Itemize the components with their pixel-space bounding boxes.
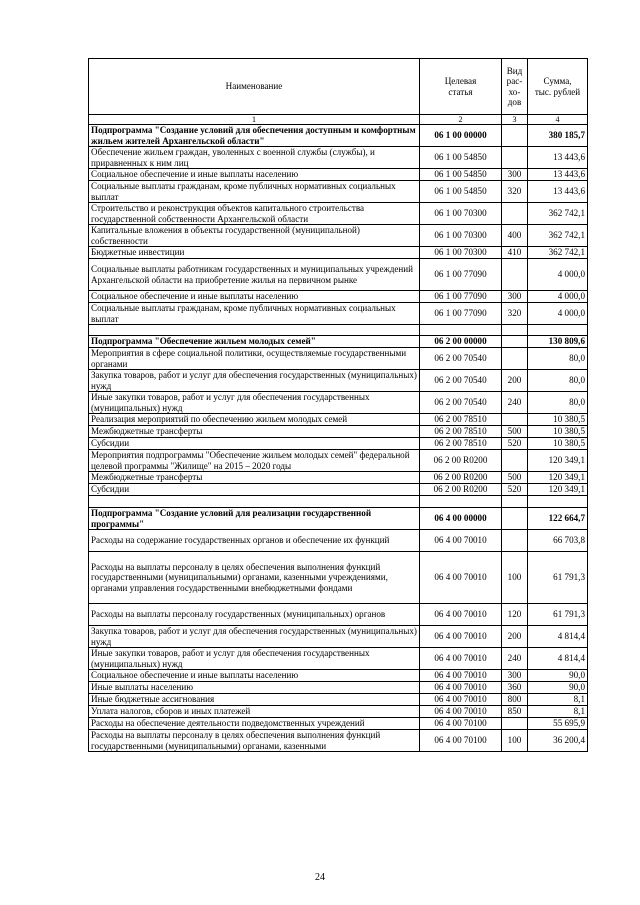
- row-target-article: 06 2 00 78510: [420, 414, 502, 426]
- table-row: [89, 225, 588, 247]
- row-target-article: 06 4 00 70010: [420, 682, 502, 694]
- row-expense-type: 520: [502, 438, 528, 450]
- table-row: [89, 626, 588, 648]
- row-expense-type: 120: [502, 604, 528, 626]
- spacer-row: [89, 325, 588, 336]
- table-row: [89, 392, 588, 414]
- row-name: Субсидии: [89, 484, 420, 496]
- row-name: Реализация мероприятий по обеспечению жильем молодых семей: [89, 414, 420, 426]
- row-target-article: 06 4 00 70010: [420, 604, 502, 626]
- row-name: Подпрограмма "Создание условий для реализации государственной программы": [89, 508, 420, 530]
- table-row: [89, 682, 588, 694]
- row-expense-type: 320: [502, 303, 528, 325]
- row-target-article: 06 1 00 77090: [420, 303, 502, 325]
- row-name: Расходы на выплаты персоналу в целях обеспечения выполнения функций государственными (муниципальными) органами, казенными учреждениями, органами управления государственными внебюджетными фондами: [89, 552, 420, 604]
- row-sum: 80,0: [528, 348, 588, 370]
- row-target-article: 06 1 00 77090: [420, 259, 502, 291]
- row-name: Социальные выплаты гражданам, кроме публичных нормативных социальных выплат: [89, 181, 420, 203]
- row-target-article: 06 1 00 77090: [420, 291, 502, 303]
- page-number: 24: [315, 872, 325, 883]
- row-name: Бюджетные инвестиции: [89, 247, 420, 259]
- table-row: [89, 348, 588, 370]
- table-row: [89, 426, 588, 438]
- table-row: [89, 648, 588, 670]
- row-expense-type: [502, 530, 528, 552]
- row-name: Капитальные вложения в объекты государственной (муниципальной) собственности: [89, 225, 420, 247]
- row-target-article: 06 2 00 78510: [420, 438, 502, 450]
- column-number-row: [89, 115, 588, 125]
- row-expense-type: 520: [502, 484, 528, 496]
- row-name: Строительство и реконструкция объектов капитального строительства государственной собственности Архангельской области: [89, 203, 420, 225]
- row-target-article: 06 2 00 R0200: [420, 484, 502, 496]
- row-name: Уплата налогов, сборов и иных платежей: [89, 706, 420, 718]
- table-row: [89, 552, 588, 604]
- row-target-article: 06 1 00 70300: [420, 247, 502, 259]
- row-name: Социальное обеспечение и иные выплаты населению: [89, 291, 420, 303]
- row-name: [89, 325, 420, 336]
- row-sum: 120 349,1: [528, 472, 588, 484]
- row-name: Закупка товаров, работ и услуг для обеспечения государственных (муниципальных) нужд: [89, 370, 420, 392]
- row-sum: 90,0: [528, 670, 588, 682]
- row-target-article: [420, 325, 502, 336]
- row-sum: 10 380,5: [528, 426, 588, 438]
- row-expense-type: [502, 325, 528, 336]
- row-name: Социальные выплаты гражданам, кроме публичных нормативных социальных выплат: [89, 303, 420, 325]
- table-row: [89, 670, 588, 682]
- row-target-article: 06 2 00 R0200: [420, 450, 502, 472]
- row-expense-type: 320: [502, 181, 528, 203]
- row-sum: 13 443,6: [528, 181, 588, 203]
- column-number: 3: [502, 115, 528, 125]
- row-target-article: 06 4 00 00000: [420, 508, 502, 530]
- row-target-article: 06 1 00 00000: [420, 125, 502, 147]
- row-name: [89, 496, 420, 508]
- row-expense-type: 300: [502, 169, 528, 181]
- row-target-article: 06 4 00 70010: [420, 648, 502, 670]
- row-name: Иные закупки товаров, работ и услуг для обеспечения государственных (муниципальных) нужд: [89, 648, 420, 670]
- table-row: [89, 291, 588, 303]
- row-name: Мероприятия подпрограммы "Обеспечение жильем молодых семей" федеральной целевой программы "Жилище" на 2015 – 2020 годы: [89, 450, 420, 472]
- table-row: [89, 718, 588, 730]
- row-sum: 362 742,1: [528, 247, 588, 259]
- column-number: 1: [89, 115, 420, 125]
- row-name: Социальные выплаты работникам государственных и муниципальных учреждений Архангельской области на приобретение жилья на первичном рынке: [89, 259, 420, 291]
- row-target-article: 06 1 00 70300: [420, 225, 502, 247]
- header-row: [89, 59, 588, 115]
- table-row: [89, 604, 588, 626]
- row-sum: [528, 325, 588, 336]
- row-name: Иные закупки товаров, работ и услуг для обеспечения государственных (муниципальных) нужд: [89, 392, 420, 414]
- row-target-article: 06 2 00 70540: [420, 370, 502, 392]
- row-sum: [528, 496, 588, 508]
- row-target-article: 06 2 00 70540: [420, 348, 502, 370]
- column-number: 2: [420, 115, 502, 125]
- row-expense-type: 300: [502, 670, 528, 682]
- row-expense-type: [502, 450, 528, 472]
- row-name: Закупка товаров, работ и услуг для обеспечения государственных (муниципальных) нужд: [89, 626, 420, 648]
- row-name: Социальное обеспечение и иные выплаты населению: [89, 670, 420, 682]
- row-expense-type: 300: [502, 291, 528, 303]
- row-sum: 13 443,6: [528, 147, 588, 169]
- row-sum: 120 349,1: [528, 450, 588, 472]
- row-name: Подпрограмма "Обеспечение жильем молодых семей": [89, 336, 420, 348]
- row-name: Мероприятия в сфере социальной политики, осуществляемые государственными органами: [89, 348, 420, 370]
- row-expense-type: 200: [502, 370, 528, 392]
- header-target-article: Целевая статья: [420, 59, 502, 115]
- row-expense-type: 410: [502, 247, 528, 259]
- spacer-row: [89, 496, 588, 508]
- row-sum: 10 380,5: [528, 438, 588, 450]
- row-expense-type: [502, 348, 528, 370]
- row-name: Межбюджетные трансферты: [89, 426, 420, 438]
- table-row: [89, 530, 588, 552]
- row-sum: 362 742,1: [528, 203, 588, 225]
- row-target-article: 06 2 00 70540: [420, 392, 502, 414]
- table-row: [89, 508, 588, 530]
- table-row: [89, 247, 588, 259]
- row-sum: 80,0: [528, 392, 588, 414]
- row-expense-type: [502, 718, 528, 730]
- row-sum: 362 742,1: [528, 225, 588, 247]
- row-name: Иные бюджетные ассигнования: [89, 694, 420, 706]
- document-page: [88, 58, 587, 752]
- row-expense-type: [502, 496, 528, 508]
- table-row: [89, 694, 588, 706]
- table-row: [89, 438, 588, 450]
- table-row: [89, 414, 588, 426]
- row-sum: 8,1: [528, 706, 588, 718]
- table-row: [89, 169, 588, 181]
- row-sum: 122 664,7: [528, 508, 588, 530]
- row-sum: 90,0: [528, 682, 588, 694]
- row-name: Расходы на содержание государственных органов и обеспечение их функций: [89, 530, 420, 552]
- row-name: Иные выплаты населению: [89, 682, 420, 694]
- row-expense-type: [502, 336, 528, 348]
- row-target-article: 06 4 00 70100: [420, 730, 502, 752]
- row-expense-type: [502, 508, 528, 530]
- row-expense-type: 400: [502, 225, 528, 247]
- row-sum: 4 000,0: [528, 259, 588, 291]
- row-sum: 8,1: [528, 694, 588, 706]
- table-row: [89, 706, 588, 718]
- table-row: [89, 125, 588, 147]
- table-row: [89, 730, 588, 752]
- row-target-article: 06 4 00 70010: [420, 694, 502, 706]
- row-expense-type: [502, 125, 528, 147]
- row-sum: 380 185,7: [528, 125, 588, 147]
- row-target-article: 06 1 00 54850: [420, 147, 502, 169]
- table-row: [89, 336, 588, 348]
- row-name: Расходы на выплаты персоналу в целях обеспечения выполнения функций государственными (муниципальными) органами, казенными: [89, 730, 420, 752]
- row-sum: 4 814,4: [528, 648, 588, 670]
- row-name: Субсидии: [89, 438, 420, 450]
- row-sum: 4 814,4: [528, 626, 588, 648]
- row-name: Подпрограмма "Создание условий для обеспечения доступным и комфортным жильем жителей Архангельской области": [89, 125, 420, 147]
- row-sum: 4 000,0: [528, 291, 588, 303]
- row-target-article: 06 1 00 54850: [420, 181, 502, 203]
- row-expense-type: [502, 414, 528, 426]
- row-expense-type: 360: [502, 682, 528, 694]
- row-sum: 4 000,0: [528, 303, 588, 325]
- table-row: [89, 203, 588, 225]
- row-sum: 61 791,3: [528, 552, 588, 604]
- row-sum: 13 443,6: [528, 169, 588, 181]
- row-sum: 36 200,4: [528, 730, 588, 752]
- row-expense-type: [502, 203, 528, 225]
- table-row: [89, 450, 588, 472]
- row-expense-type: 100: [502, 730, 528, 752]
- row-name: Межбюджетные трансферты: [89, 472, 420, 484]
- row-target-article: 06 4 00 70010: [420, 706, 502, 718]
- row-target-article: 06 2 00 00000: [420, 336, 502, 348]
- row-expense-type: 500: [502, 426, 528, 438]
- row-target-article: 06 4 00 70010: [420, 626, 502, 648]
- row-target-article: 06 4 00 70010: [420, 530, 502, 552]
- row-name: Расходы на обеспечение деятельности подведомственных учреждений: [89, 718, 420, 730]
- row-target-article: [420, 496, 502, 508]
- row-name: Обеспечение жильем граждан, уволенных с военной службы (службы), и приравненных к ним лиц: [89, 147, 420, 169]
- row-target-article: 06 4 00 70010: [420, 670, 502, 682]
- row-target-article: 06 1 00 54850: [420, 169, 502, 181]
- row-sum: 66 703,8: [528, 530, 588, 552]
- table-row: [89, 472, 588, 484]
- row-target-article: 06 2 00 R0200: [420, 472, 502, 484]
- budget-table: [88, 58, 588, 752]
- row-expense-type: 800: [502, 694, 528, 706]
- row-name: Социальное обеспечение и иные выплаты населению: [89, 169, 420, 181]
- row-sum: 80,0: [528, 370, 588, 392]
- table-row: [89, 303, 588, 325]
- row-target-article: 06 1 00 70300: [420, 203, 502, 225]
- row-sum: 55 695,9: [528, 718, 588, 730]
- row-sum: 130 809,6: [528, 336, 588, 348]
- row-expense-type: 240: [502, 648, 528, 670]
- row-expense-type: 240: [502, 392, 528, 414]
- header-sum: Сумма, тыс. рублей: [528, 59, 588, 115]
- row-expense-type: [502, 147, 528, 169]
- row-sum: 10 380,5: [528, 414, 588, 426]
- row-target-article: 06 4 00 70010: [420, 552, 502, 604]
- row-target-article: 06 2 00 78510: [420, 426, 502, 438]
- table-row: [89, 259, 588, 291]
- table-row: [89, 147, 588, 169]
- header-name: Наименование: [89, 59, 420, 115]
- table-row: [89, 181, 588, 203]
- row-target-article: 06 4 00 70100: [420, 718, 502, 730]
- table-row: [89, 484, 588, 496]
- header-expense-type: Вид рас- хо- дов: [502, 59, 528, 115]
- row-expense-type: 500: [502, 472, 528, 484]
- column-number: 4: [528, 115, 588, 125]
- row-expense-type: 200: [502, 626, 528, 648]
- row-expense-type: 100: [502, 552, 528, 604]
- table-row: [89, 370, 588, 392]
- row-expense-type: [502, 259, 528, 291]
- row-expense-type: 850: [502, 706, 528, 718]
- row-name: Расходы на выплаты персоналу государственных (муниципальных) органов: [89, 604, 420, 626]
- row-sum: 120 349,1: [528, 484, 588, 496]
- row-sum: 61 791,3: [528, 604, 588, 626]
